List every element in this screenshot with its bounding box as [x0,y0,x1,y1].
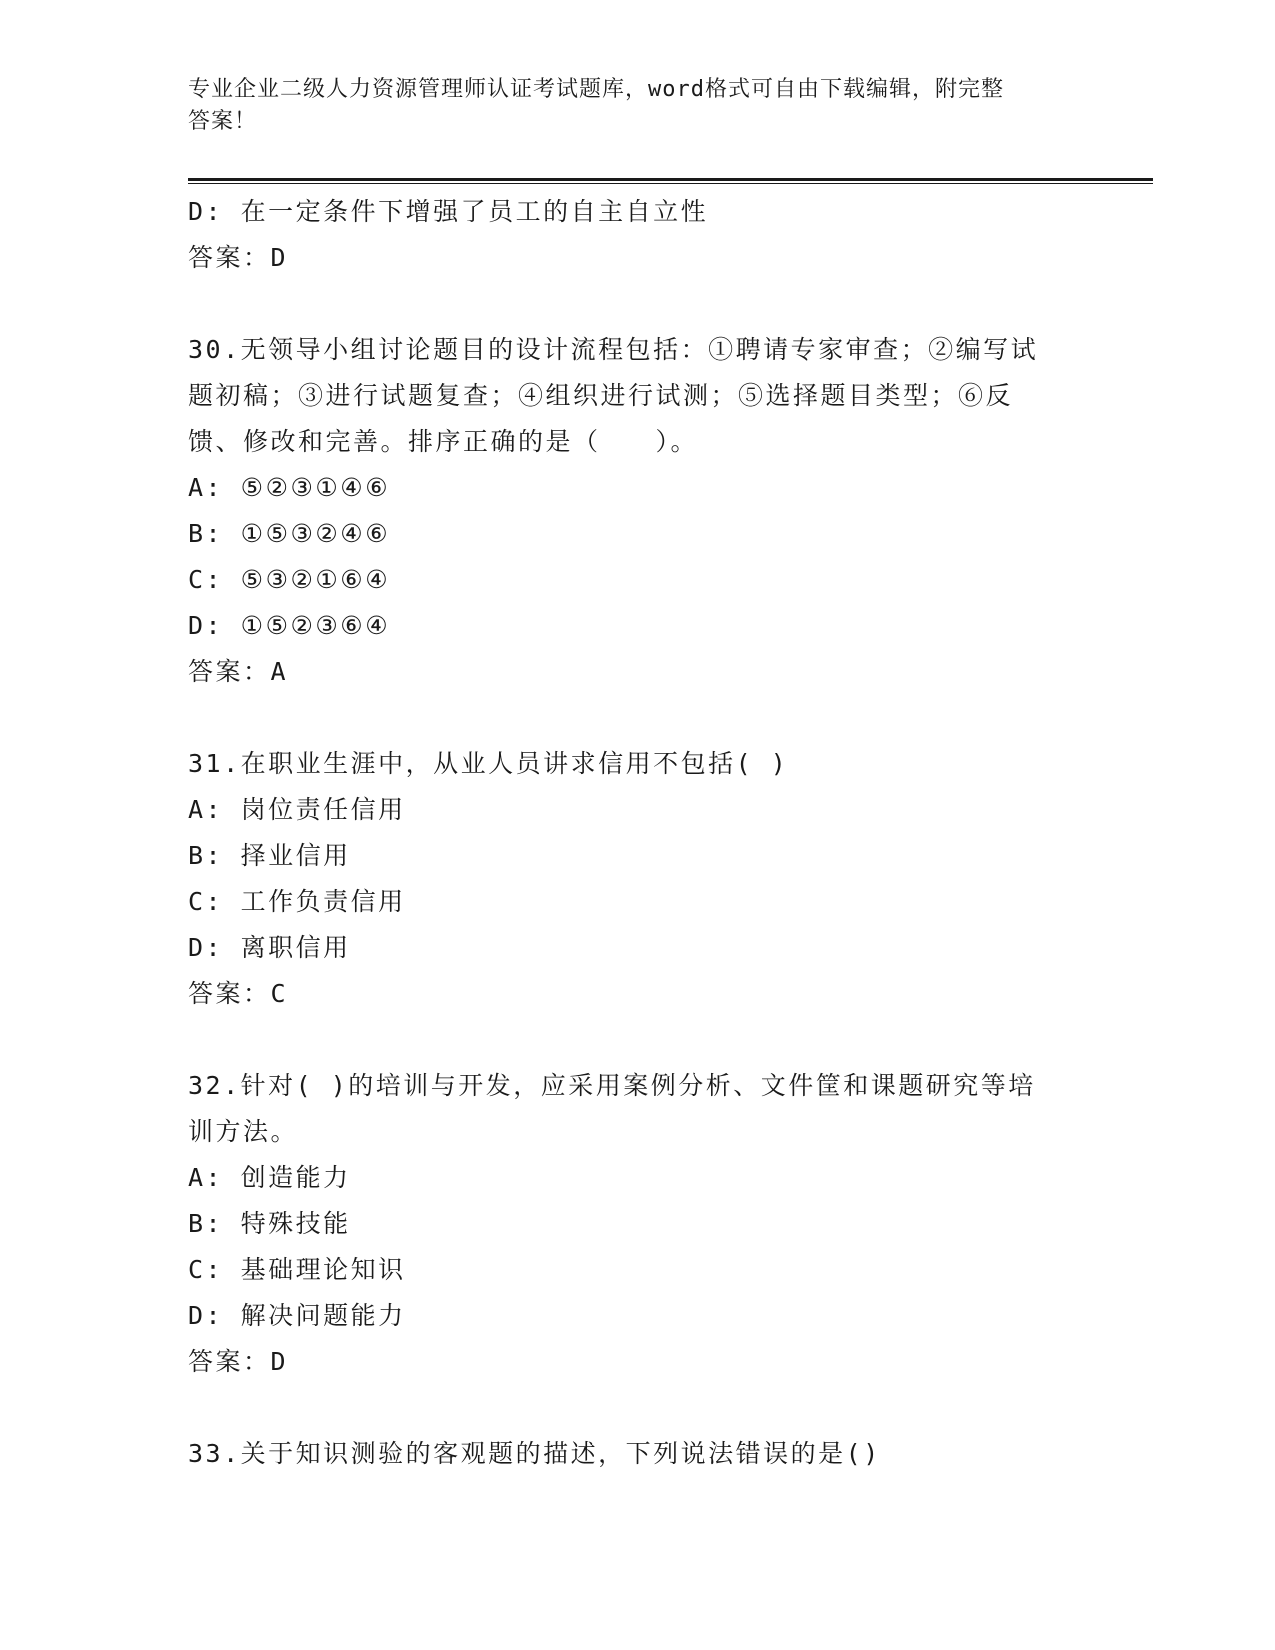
q30-option-b: B: ①⑤③②④⑥ [188,519,391,548]
question-32 [188,1063,1088,1385]
question-29 [188,189,1088,281]
q30-stem-line-1: 30.无领导小组讨论题目的设计流程包括：①聘请专家审查；②编写试 [188,335,1039,364]
header-line-2: 答案！ [188,109,258,134]
spacer [188,1017,1088,1063]
q32-option-d: D: 解决问题能力 [188,1301,406,1330]
header-divider-thin [188,183,1153,184]
q31-option-d: D: 离职信用 [188,933,351,962]
q30-answer-label: 答案： [188,657,271,686]
q32-option-b: B: 特殊技能 [188,1209,351,1238]
q30-option-d: D: ①⑤②③⑥④ [188,611,391,640]
q30-stem-line-3: 馈、修改和完善。排序正确的是（ ）。 [188,427,699,456]
q31-answer-label: 答案： [188,979,271,1008]
q32-stem-line-1: 32.针对( )的培训与开发，应采用案例分析、文件筐和课题研究等培 [188,1071,1036,1100]
q31-option-c: C: 工作负责信用 [188,887,406,916]
q32-answer [188,1339,1088,1385]
question-33 [188,1431,1088,1477]
header-divider-thick [188,178,1153,181]
q32-answer-value: D [270,1347,289,1376]
q31-stem-line-1: 31.在职业生涯中，从业人员讲求信用不包括( ) [188,749,789,778]
question-31 [188,741,1088,1017]
q30-answer-value: A [270,657,289,686]
q32-option-c: C: 基础理论知识 [188,1255,406,1284]
q30-stem-line-2: 题初稿；③进行试题复查；④组织进行试测；⑤选择题目类型；⑥反 [188,381,1014,410]
q32-option-a: A: 创造能力 [188,1163,351,1192]
page-header [188,74,1068,138]
q29-option-d: D: 在一定条件下增强了员工的自主自立性 [188,197,709,226]
q30-option-c: C: ⑤③②①⑥④ [188,565,391,594]
q29-answer-label: 答案： [188,243,271,272]
q31-answer [188,971,1088,1017]
q30-answer [188,649,1088,695]
question-list [188,189,1088,1477]
q32-answer-label: 答案： [188,1347,271,1376]
q29-answer [188,235,1088,281]
spacer [188,695,1088,741]
q31-answer-value: C [270,979,289,1008]
header-line-1: 专业企业二级人力资源管理师认证考试题库，word格式可自由下载编辑，附完整 [188,77,1004,102]
q31-option-a: A: 岗位责任信用 [188,795,406,824]
q29-answer-value: D [270,243,289,272]
spacer [188,281,1088,327]
q33-stem-line-1: 33.关于知识测验的客观题的描述，下列说法错误的是() [188,1439,881,1468]
question-30 [188,327,1088,695]
q31-option-b: B: 择业信用 [188,841,351,870]
q32-stem-line-2: 训方法。 [188,1117,299,1146]
q30-option-a: A: ⑤②③①④⑥ [188,473,391,502]
spacer [188,1385,1088,1431]
